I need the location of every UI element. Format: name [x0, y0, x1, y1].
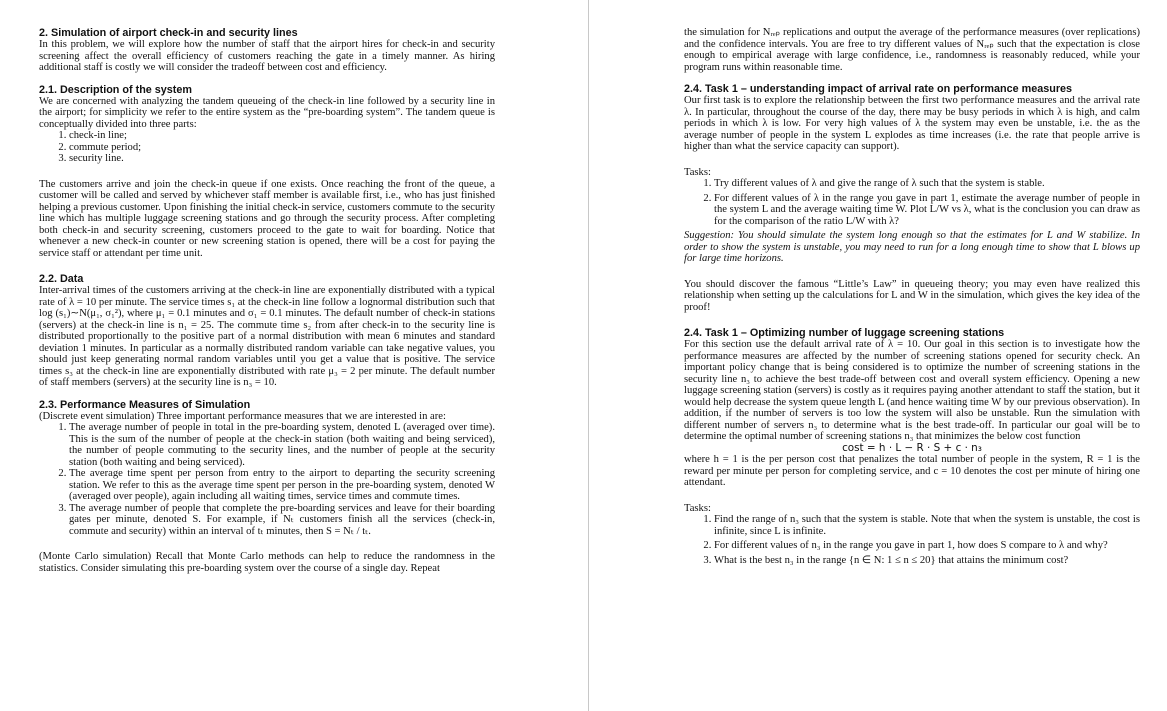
right-column	[684, 27, 1140, 569]
list-item: 2. For different values of λ in the range you gave in part 1, estimate the average number of people in the system L and the average waiting time W. Plot L/W vs λ, what is the conclusion you can draw as for the comparison of the ratio L/W with λ?	[714, 193, 1140, 228]
list-item: 1. Try different values of λ and give the range of λ such that the system is stable.	[714, 178, 1140, 190]
section-2-3-body: (Discrete event simulation) Three important performance measures that we are interested in are:	[39, 410, 446, 422]
section-2-1-body-2: The customers arrive and join the check-in queue if one exists. Once reaching the front of the queue, a customer will be called and served by whichever staff member is available first, i.e., who has just finished helping a previous customer. Upon finishing the initial check-in service, customers commute to the security line which has multiple luggage screening stations and go through the security process. After completing both check-in and security screening, customers proceed to the gate to wait for boarding. Notice that whenever a new check-in counter or new screening station is opened, there will be a cost for paying the service staff or attendant per time unit.	[39, 178, 496, 259]
list-item: 3. What is the best n₃ in the range {n ∈ N: 1 ≤ n ≤ 20} that attains the minimum cost?	[714, 555, 1140, 567]
task-2-tasks-label: Tasks:	[684, 502, 711, 514]
task-1-tasks-label: Tasks:	[684, 166, 711, 178]
task-1-heading: 2.4. Task 1 – understanding impact of arrival rate on performance measures	[684, 83, 1073, 95]
section-2-2-body: Inter-arrival times of the customers arriving at the check-in line are exponentially distributed with a typical rate of λ = 10 per minute. The service times s₁ at the check-in line follow a lognormal distribution such that log (s₁)∼N(μ₁, σ₁²), where μ₁ = 0.1 minutes and σ₁ = 0.1 minutes. The default number of check-in stations (servers) at the check-in line is n₁ = 25. The commute time s₂ from after check-in to the security line is distributed proportionally to the positive part of a normal distribution with mean 6 minutes and standard deviation 1 minutes. In particular as a normally distributed random variable can take negative values, you should just keep generating normal random variables until you get a value that is positive. The service times s₃ at the check-in line are exponentially distributed with rate μ₃ = 2 per minute. The default number of staff members (servers) at the security line is n₃ = 10.	[39, 285, 495, 388]
continued-body: the simulation for Nᵣₑₚ replications and output the average of the performance measures (over replications) and the confidence intervals. You are free to try different values of Nᵣₑₚ such that the expectation is close enough to empirical average with large confidence, i.e., randomness is reasonably reduced, while your program runs within reasonable time.	[684, 27, 1140, 73]
list-item: 2. The average time spent per person from entry to the airport to departing the security screening station. We refer to this as the average time spent per person in the pre-boarding system, denoted W (averaged over people), again including all waiting times, service times and commute times.	[69, 468, 495, 503]
section-2-heading: 2. Simulation of airport check-in and security lines	[39, 27, 298, 39]
page-divider	[588, 0, 589, 711]
section-2-3-body-2: (Monte Carlo simulation) Recall that Monte Carlo methods can help to reduce the randomness in the statistics. Consider simulating this pre-boarding system over the course of a single day. Repeat	[39, 551, 495, 574]
system-parts-list	[39, 130, 495, 165]
section-2-1-heading: 2.1. Description of the system	[39, 83, 193, 96]
list-item: 3. security line.	[69, 153, 495, 165]
left-column	[39, 27, 495, 574]
list-item: 1. Find the range of n₃ such that the system is stable. Note that when the system is unstable, the cost is infinite, since L is infinite.	[714, 514, 1140, 537]
section-2-1-body: We are concerned with analyzing the tandem queueing of the check-in line followed by a security line in the airport; for simplicity we refer to the entire system as the “pre-boarding system”. The tandem queue is conceptually divided into three parts:	[39, 95, 495, 130]
task-2-heading: 2.4. Task 1 – Optimizing number of luggage screening stations	[684, 327, 1005, 339]
task-2-where: where h = 1 is the per person cost that penalizes the total number of people in the system, R = 1 is the reward per minute per person for completing service, and c = 10 denotes the cost per minute of hiring one attendant.	[684, 454, 1140, 488]
section-2-3-heading: 2.3. Performance Measures of Simulation	[39, 398, 251, 411]
performance-measures-list	[39, 422, 495, 537]
task-2-body: For this section use the default arrival rate of λ = 10. Our goal in this section is to investigate how the performance measures are affected by the number of screening stations opened for security check. An important policy change that is being considered is to optimize the number of screening stations in the security line n₃ to achieve the best trade-off between cost and overall system efficiency. Opening a new luggage screening station (servers) is costly as it requires paying another attendant to staff the station, but it would help decrease the system queue length L (and hence waiting time W by our previous observation). In addition, if the number of servers is too low the system will also be unstable. Run the simulation with different number of servers n₃ to determine what is the best trade-off. In particular our goal will be to determine the optimal number of screening stations n₃ that minimizes the below cost function	[684, 339, 1140, 442]
task-2-list	[684, 514, 1140, 566]
section-2-body: In this problem, we will explore how the number of staff that the airport hires for check-in and security screening affect the overall efficiency of customers reaching the gate in a timely manner. As hiring additional staff is costly we will consider the tradeoff between cost and efficiency.	[39, 39, 495, 73]
task-1-list	[684, 178, 1140, 227]
list-item: 1. The average number of people in total in the pre-boarding system, denoted L (averaged over time). This is the sum of the number of people at the check-in station (both waiting and being serviced), the number of people commuting to the security lines, and the number of people at the security station (both waiting and being serviced).	[69, 422, 495, 468]
list-item: 2. commute period;	[69, 142, 495, 154]
section-2-2-heading: 2.2. Data	[39, 273, 84, 285]
littles-law-note: You should discover the famous “Little’s Law” in queueing theory; you may even have realized this relationship when setting up the calculations for L and W in the simulation, which gives the key idea of the proof!	[684, 278, 1140, 313]
list-item: 2. For different values of n₃ in the range you gave in part 1, how does S compare to λ and why?	[714, 540, 1140, 552]
task-1-suggestion: Suggestion: You should simulate the system long enough so that the estimates for L and W stabilize. In order to show the system is unstable, you may need to run for a long enough time to show that L blows up for large time horizons.	[684, 230, 1140, 264]
cost-formula: cost = h · L − R · S + c · n₃	[842, 441, 982, 454]
task-1-body: Our first task is to explore the relationship between the first two performance measures and the arrival rate λ. In particular, throughout the course of the day, there may be busy periods in which λ is high, and calm periods in which λ is low. For very high values of λ the system may even be unstable, i.e. the as the average number of people in the system L explodes as time increases (i.e. the rate that people arrive is higher than what the service capacity can support).	[684, 95, 1140, 152]
list-item: 3. The average number of people that complete the pre-boarding services and leave for their boarding gates per minute, denoted S. For example, if Nₜ customers finish all the services (check-in, commute and security) within an interval of tₜ minutes, then S = Nₜ / tₜ.	[69, 503, 495, 538]
list-item: 1. check-in line;	[69, 130, 495, 142]
